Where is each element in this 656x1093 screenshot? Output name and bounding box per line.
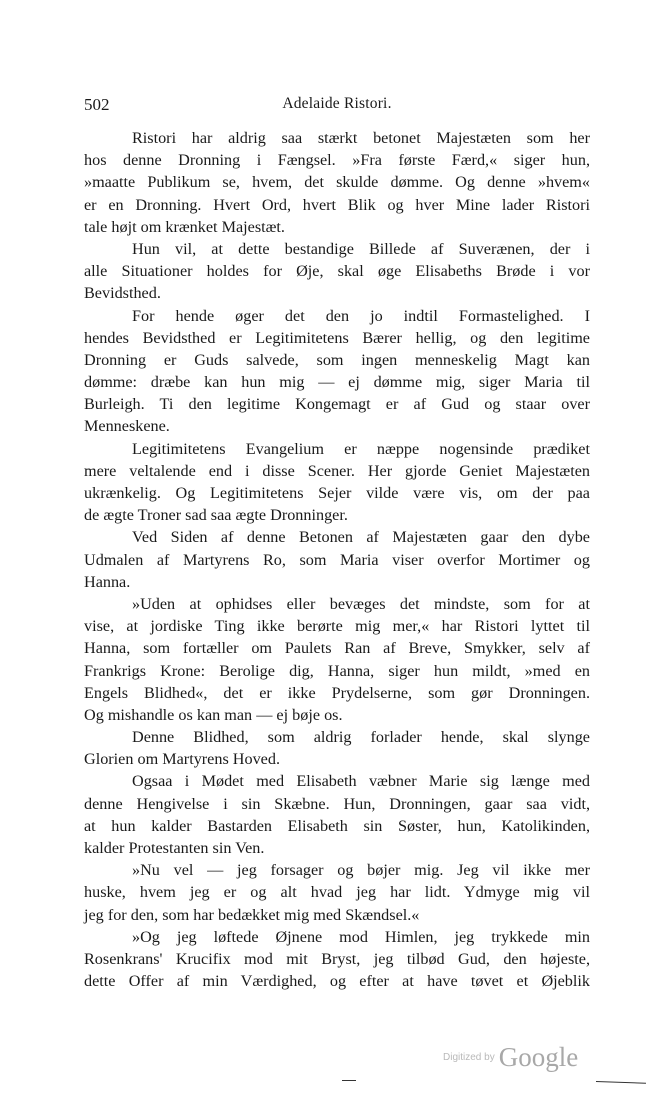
text-line: Burleigh. Ti den legitime Kongemagt er af Gud og staar over [84,395,590,414]
text-line: vise, at jordiske Ting ikke berørte mig mer,« har Ristori lyttet til [84,617,590,636]
text-line: at hun kalder Bastarden Elisabeth sin Søster, hun, Katolikinden, [84,816,590,835]
paragraph [84,770,590,859]
text-line: Ristori har aldrig saa stærkt betonet Majestæten som her [132,129,590,147]
text-line: de ægte Troner sad saa ægte Dronninger. [84,506,348,525]
text-line: Frankrigs Krone: Berolige dig, Hanna, siger hun mildt, »med en [84,661,590,680]
text-line: dømme: dræbe kan hun mig — ej dømme mig, siger Maria til [84,373,590,392]
text-line: Denne Blidhed, som aldrig forlader hende, skal slynge [132,728,590,747]
text-line: Engels Blidhed«, det er ikke Prydelserne, som gør Dronningen. [84,683,590,702]
text-line: Legitimitetens Evangelium er næppe nogensinde prædiket [132,439,590,458]
digitized-by-google-watermark [443,1042,578,1072]
text-line: dette Offer af min Værdighed, og efter at have tøvet et Øjeblik [84,972,590,991]
scan-mark-bottom-center [342,1080,356,1081]
text-line: Bevidsthed. [84,284,161,303]
paragraph [84,726,590,770]
text-line: Ogsaa i Mødet med Elisabeth væbner Marie sig længe med [132,772,590,791]
running-title: Adelaide Ristori. [282,95,392,112]
text-line: »Nu vel — jeg forsager og bøjer mig. Jeg vil ikke mer [132,861,590,880]
page-number: 502 [84,95,110,114]
text-line: Ved Siden af denne Betonen af Majestæten gaar den dybe [132,528,590,547]
text-line: »maatte Publikum se, hvem, det skulde dømme. Og denne »hvem« [84,173,590,192]
text-line: tale højt om krænket Majestæt. [84,217,285,236]
text-line: hendes Bevidsthed er Legitimitetens Bærer hellig, og den legitime [84,328,590,347]
text-line: Glorien om Martyrens Hoved. [84,750,281,769]
text-line: For hende øger det den jo indtil Formastelighed. I [132,306,590,325]
text-line: hos denne Dronning i Fængsel. »Fra første Færd,« siger hun, [84,151,590,170]
text-line: Dronning er Guds salvede, som ingen menneskelig Magt kan [84,350,590,369]
text-line: Menneskene. [84,417,170,436]
paragraph [84,859,590,926]
paragraph [84,127,590,238]
page-header [84,95,590,119]
paragraph [84,926,590,993]
paragraph [84,526,590,593]
text-line: er en Dronning. Hvert Ord, hvert Blik og hver Mine lader Ristori [84,195,590,214]
text-line: kalder Protestanten sin Ven. [84,839,265,857]
google-logo: Google [498,1042,579,1072]
paragraph [84,593,590,726]
paragraph [84,238,590,305]
paragraph [84,305,590,438]
body-text [84,127,590,992]
scan-mark-bottom-right [596,1081,646,1084]
text-line: Udmalen af Martyrens Ro, som Maria viser overfor Mortimer og [84,550,590,569]
text-line: Rosenkrans' Krucifix mod mit Bryst, jeg tilbød Gud, den højeste, [84,949,590,968]
text-line: Hun vil, at dette bestandige Billede af Suverænen, der i [132,239,590,258]
text-line: mere veltalende end i disse Scener. Her gjorde Geniet Majestæten [84,461,590,480]
text-line: ukrænkelig. Og Legitimitetens Sejer vilde være vis, om der paa [84,484,590,502]
text-line: jeg for den, som har bedækket mig med Skændsel.« [84,905,420,924]
text-line: huske, hvem jeg er og alt hvad jeg har lidt. Ydmyge mig vil [84,883,590,902]
text-line: denne Hengivelse i sin Skæbne. Hun, Dronningen, gaar saa vidt, [84,794,590,813]
watermark-prefix: Digitized by [443,1052,495,1063]
text-line: alle Situationer holdes for Øje, skal øge Elisabeths Brøde i vor [84,262,590,281]
text-line: Og mishandle os kan man — ej bøje os. [84,705,343,724]
text-line: »Og jeg løftede Øjnene mod Himlen, jeg trykkede min [132,927,590,946]
text-line: Hanna, som fortæller om Paulets Ran af Breve, Smykker, selv af [84,639,590,658]
text-line: Hanna. [84,572,131,591]
text-line: »Uden at ophidses eller bevæges det mindste, som for at [132,594,590,613]
paragraph [84,438,590,527]
